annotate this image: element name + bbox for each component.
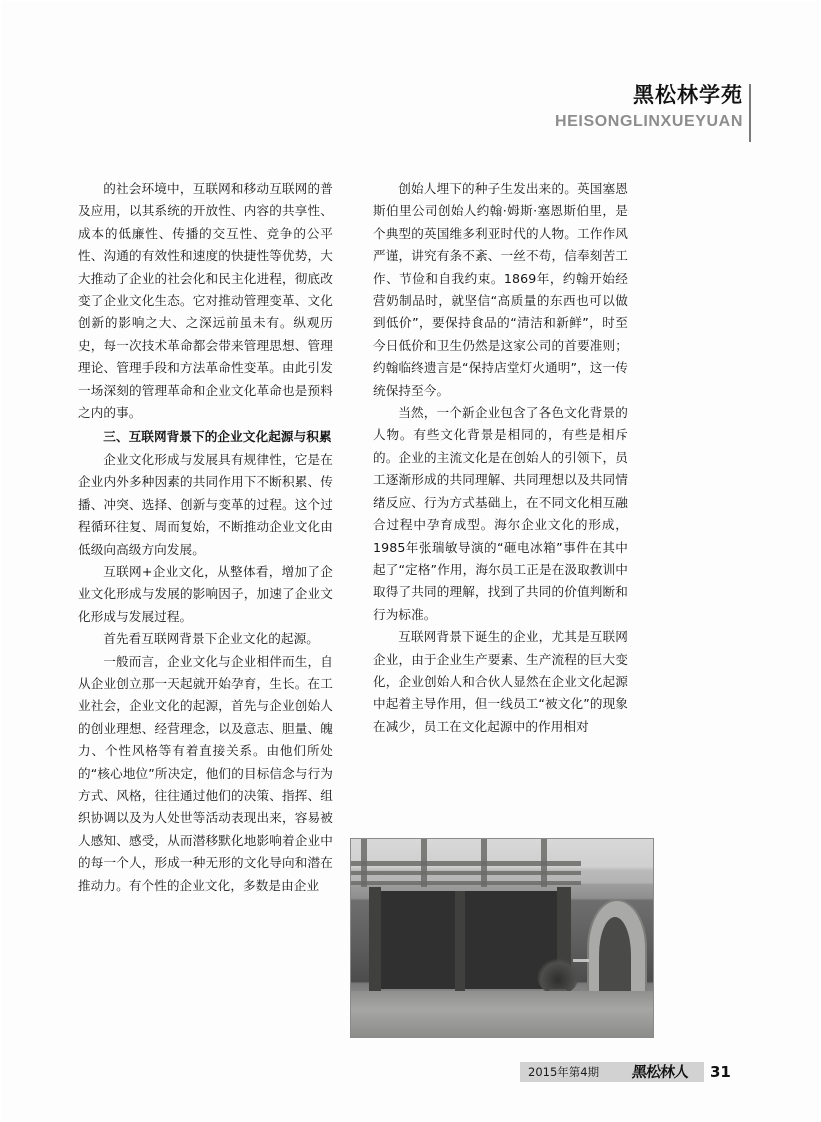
pillar (455, 891, 465, 991)
pergola-beam (541, 839, 547, 887)
pergola-beam (361, 839, 367, 887)
paragraph: 一般而言，企业文化与企业相伴而生，自从企业创立那一天起就开始孕育，生长。在工业社会，企业文化的起源，首先与企业创始人的创业理想、经营理念，以及意志、胆量、魄力、个性风格等有着直接关系。由他们所处的“核心地位”所决定，他们的目标信念与行为方式、风格，往往通过他们的决策、指挥、组织协调以及为人处世等活动表现出来，容易被人感知、感受，从而潜移默化地影响着企业中的每一个人，形成一种无形的文化导向和潜在推动力。有个性的企业文化，多数是由企业 (78, 653, 333, 893)
paragraph: 企业文化形成与发展具有规律性，它是在企业内外多种因素的共同作用下不断积累、传播、冲突、选择、创新与变革的过程。这个过程循环往复、周而复始，不断推动企业文化由低级向高级方向发展。 (78, 451, 333, 557)
pillar (369, 887, 381, 995)
article-photo (350, 838, 654, 1038)
paragraph: 创始人埋下的种子生发出来的。英国塞恩斯伯里公司创始人约翰·姆斯·塞恩斯伯里，是个典型的英国维多利亚时代的人物。工作作风严谨，讲究有条不紊、一丝不苟，信奉刻苦工作、节俭和自我约束。1869年，约翰开始经营奶制品时，就坚信“高质量的东西也可以做到低价”，要保持食品的“清洁和新鲜”，时至今日低价和卫生仍然是这家公司的首要准则；约翰临终遗言是“保持店堂灯火通明”，这一传统保持至今。 (373, 181, 628, 398)
paragraph: 当然，一个新企业包含了各色文化背景的人物。有些文化背景是相同的，有些是相斥的。企业的主流文化是在创始人的引领下，员工逐渐形成的共同理解、共同理想以及共同情绪反应、行为方式基础上，在不同文化相互融合过程中孕育成型。海尔企业文化的形成，1985年张瑞敏导演的“砸电冰箱”事件在其中起了“定格”作用，海尔员工正是在汲取教训中取得了共同的理解，找到了共同的价值判断和行为标准。 (373, 405, 628, 622)
railing (573, 959, 589, 962)
pergola-beam (481, 839, 487, 887)
paragraph: 的社会环境中，互联网和移动互联网的普及应用，以其系统的开放性、内容的共享性、成本的低廉性、传播的交互性、竞争的公平性、沟通的有效性和速度的快捷性等优势，大大推动了企业的社会化和民主化进程，彻底改变了企业文化生态。它对推动管理变革、文化创新的影响之大、之深远前虽未有。纵观历史，每一次技术革命都会带来管理思想、管理理论、管理手段和方法革命性变革。由此引发一场深刻的管理革命和企业文化革命也是预料之内的事。 (78, 181, 333, 421)
page-footer (520, 1062, 745, 1084)
archway-opening (599, 917, 631, 993)
footer-logo: 黑松林人 (631, 1063, 689, 1081)
paragraph: 互联网背景下诞生的企业，尤其是互联网企业，由于企业生产要素、生产流程的巨大变化，企业创始人和合伙人显然在企业文化起源中起着主导作用，但一线员工“被文化”的现象在减少，员工在文化起源中的作用相对 (373, 629, 628, 734)
masthead (403, 82, 743, 133)
page-number: 31 (710, 1063, 731, 1081)
paragraph: 首先看互联网背景下企业文化的起源。 (103, 631, 319, 647)
masthead-divider (749, 84, 751, 142)
column-right (373, 178, 628, 738)
section-heading: 三、互联网背景下的企业文化起源与积累 (103, 429, 332, 445)
pergola-beam (421, 839, 427, 887)
column-left (78, 178, 333, 897)
paragraph: 互联网+企业文化，从整体看，增加了企业文化形成与发展的影响因子，加速了企业文化形成与发展过程。 (78, 563, 333, 624)
masthead-title-cn: 黑松林学苑 (633, 83, 743, 107)
issue-label: 2015年第4期 (528, 1065, 600, 1079)
ground (351, 991, 653, 1037)
masthead-title-en: HEISONGLINXUEYUAN (555, 113, 743, 130)
